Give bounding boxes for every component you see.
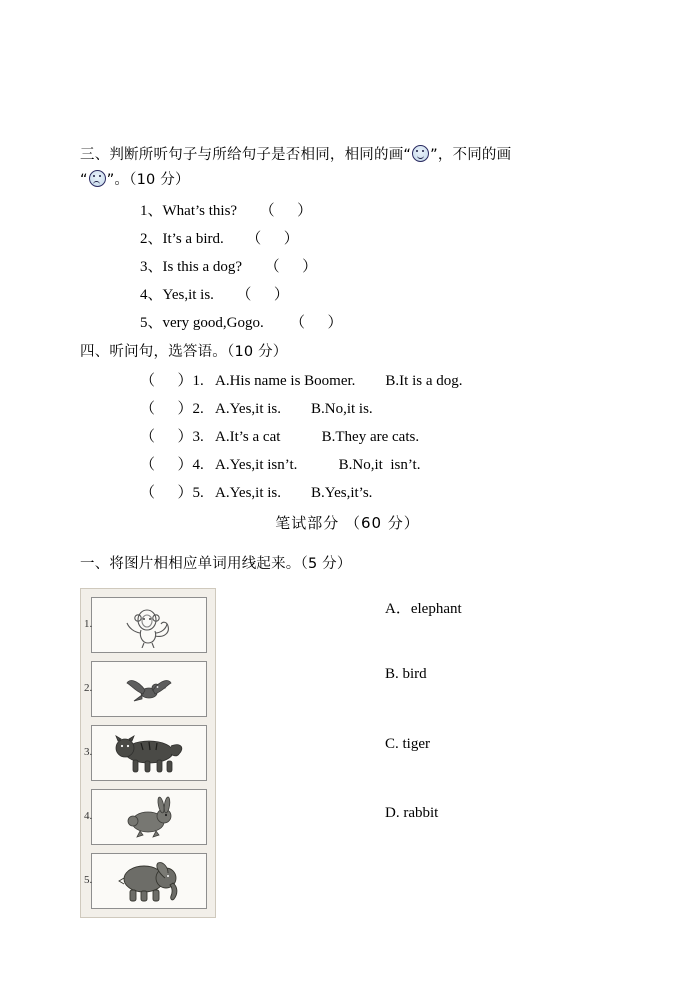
section-3-heading-line2 [80, 168, 190, 193]
picture-number-1: 1. [84, 618, 93, 630]
section-3-heading [80, 143, 511, 168]
match-option-a: A．elephant [385, 601, 462, 617]
tiger-icon [105, 730, 193, 776]
picture-panel [80, 588, 216, 918]
section-3-item-3: 3、Is this a dog? （ ） [140, 259, 318, 275]
picture-number-3: 3. [84, 746, 93, 758]
written-part-title: 笔试部分 （60 分） [275, 514, 420, 532]
elephant-icon [108, 859, 190, 903]
section-3-heading-text-1: 三、判断所听句子与所给句子是否相同，相同的画“ [80, 147, 412, 163]
match-option-b: B. bird [385, 666, 427, 682]
section-3-item-5: 5、very good,Gogo. （ ） [140, 315, 343, 331]
section-4-item-3: （ ）3. A.It’s a cat B.They are cats. [140, 429, 420, 445]
picture-cell-3 [84, 725, 207, 781]
section-4-item-4: （ ）4. A.Yes,it isn’t. B.No,it isn’t. [140, 457, 421, 473]
section-4-heading: 四、听问句，选答语。（10 分） [80, 344, 288, 360]
section-3-heading-text-2: ”，不同的画 [430, 147, 512, 163]
monkey-icon [114, 602, 184, 648]
section-3-item-2: 2、It’s a bird. （ ） [140, 231, 299, 247]
section-4-item-2: （ ）2. A.Yes,it is. B.No,it is. [140, 401, 373, 417]
section-3-heading-text-3: “ [80, 172, 88, 188]
picture-cell-4 [84, 789, 207, 845]
picture-cell-1 [84, 597, 207, 653]
match-option-c: C. tiger [385, 736, 430, 752]
smiley-face-icon [412, 145, 429, 162]
picture-number-4: 4. [84, 810, 93, 822]
section-4-item-1: （ ）1. A.His name is Boomer. B.It is a dog. [140, 373, 463, 389]
section-3-heading-text-4: ”。（10 分） [106, 172, 190, 188]
match-option-d: D. rabbit [385, 805, 439, 821]
section-4-item-5: （ ）5. A.Yes,it is. B.Yes,it’s. [140, 485, 373, 501]
picture-cell-5 [84, 853, 207, 909]
section-3-item-1: 1、What’s this? （ ） [140, 203, 313, 219]
picture-number-5: 5. [84, 874, 93, 886]
bird-icon [119, 669, 179, 709]
rabbit-icon [114, 795, 184, 839]
section-one-heading: 一、将图片相相应单词用线起来。（5 分） [80, 556, 352, 572]
section-3-item-4: 4、Yes,it is. （ ） [140, 287, 289, 303]
picture-cell-2 [84, 661, 207, 717]
picture-number-2: 2. [84, 682, 93, 694]
sad-face-icon [89, 170, 106, 187]
